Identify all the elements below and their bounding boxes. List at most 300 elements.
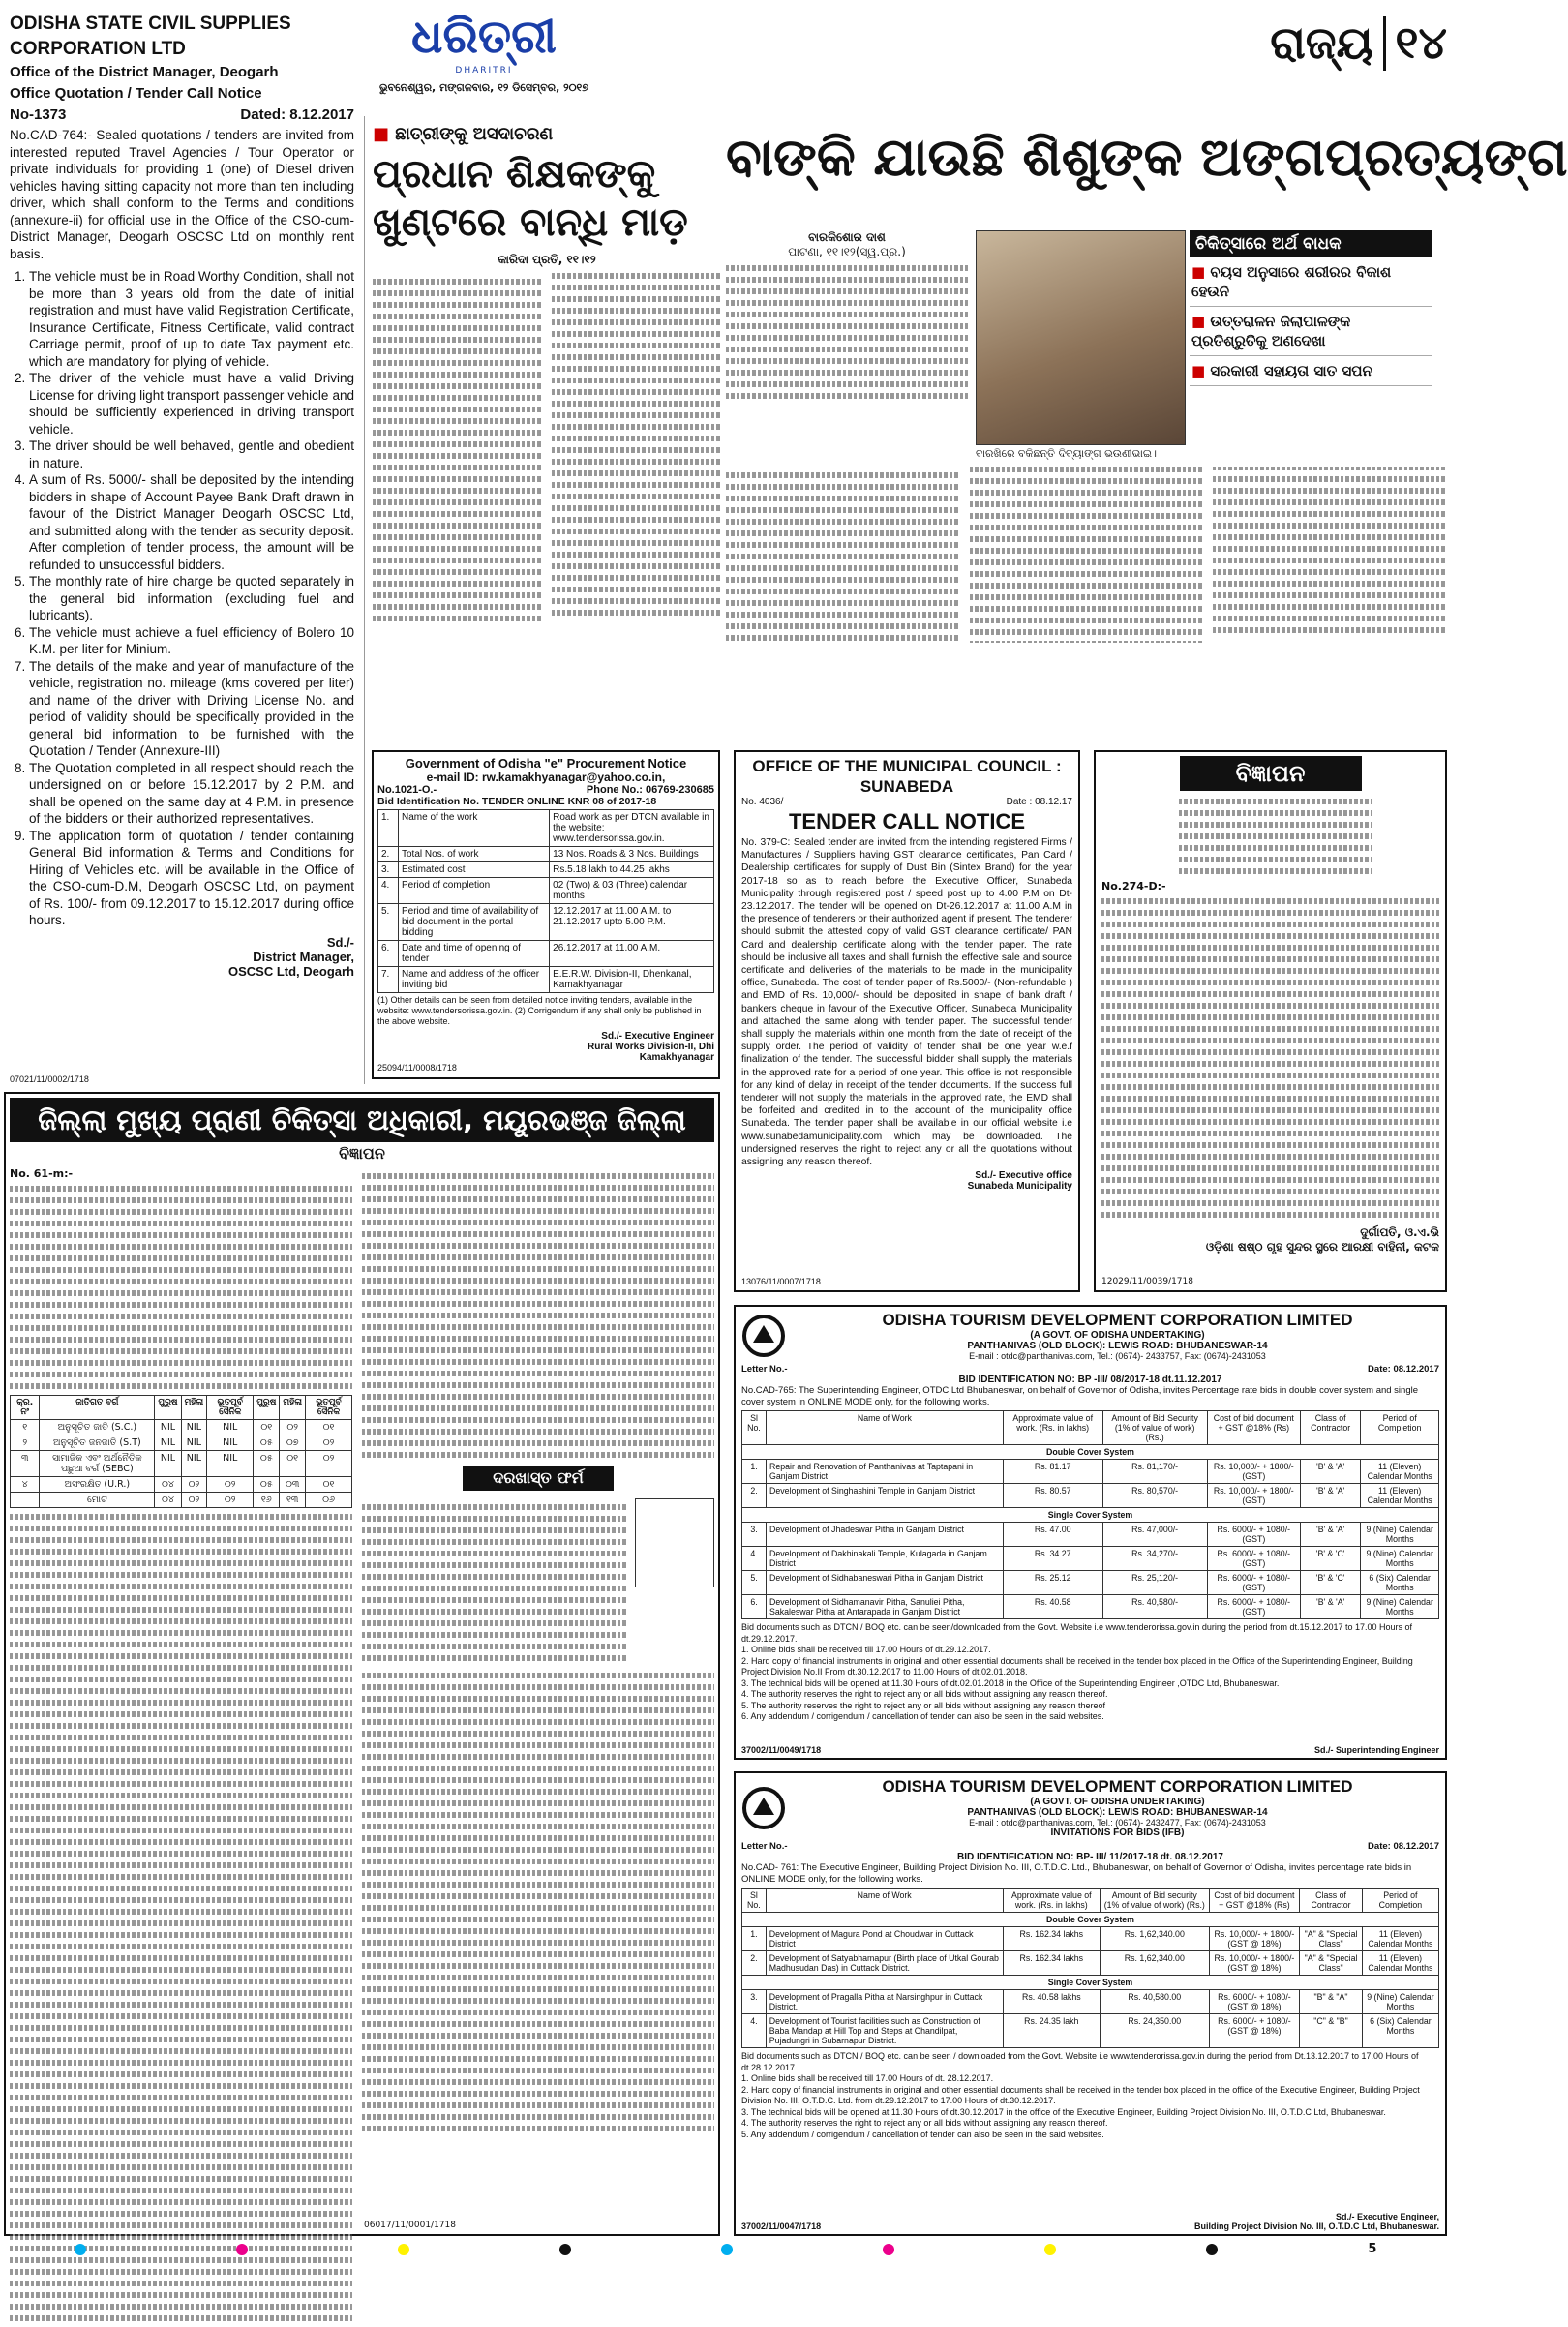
cell-label: Name and address of the officer inviting bid [399, 967, 550, 993]
otdc1-date: Date: 08.12.2017 [1368, 1364, 1439, 1375]
otdc2-intro: No.CAD- 761: The Executive Engineer, Building Project Division No. III, O.T.D.C. Ltd., Bhubaneswar, on behalf of Governor of Odisha, invites percentage rate bids in ONLINE MODE only, for the following works. [741, 1862, 1412, 1885]
otdc1-table [741, 1410, 1439, 1619]
story-byline: କାରିଦା ପ୍ରତି, ୧୧।୧୨ [498, 253, 596, 266]
notice-conditions [10, 268, 354, 929]
table-cell: NIL [181, 1451, 207, 1477]
table-cell: 6. [742, 1595, 767, 1619]
cell-value: Rs.5.18 lakh to 44.25 lakhs [550, 862, 714, 878]
cell-label: Period of completion [399, 878, 550, 904]
table-header-row [742, 1411, 1439, 1445]
table-cell: 3. [742, 1523, 767, 1547]
table-cell: Rs. 40,580/- [1102, 1595, 1207, 1619]
sun-title: TENDER CALL NOTICE [788, 809, 1026, 833]
table-cell: Development of Sidhamanavir Pitha, Sanuliei Pitha, Sakaleswar Pitha at Antarapada in Ganjam District [767, 1595, 1004, 1619]
table-cell: NIL [155, 1420, 181, 1435]
table-row [378, 967, 714, 993]
otdc2-sub: (A GOVT. OF ODISHA UNDERTAKING) [1030, 1797, 1205, 1807]
otdc1-code: 37002/11/0049/1718 [741, 1745, 822, 1755]
table-cell: Rs. 40,580.00 [1101, 1990, 1210, 2014]
story2-byline-name: ବାରକିଶୋର ଦାଶ [808, 230, 886, 244]
section-name: ରାଜ୍ୟ [1270, 16, 1373, 69]
table-row [11, 1420, 352, 1435]
table-cell: ଅସଂରକ୍ଷିତ (U.R.) [40, 1477, 155, 1493]
cell-no: 5. [378, 904, 399, 941]
table-cell: 9 (Nine) Calendar Months [1362, 1990, 1438, 2014]
table-cell: 5. [742, 1571, 767, 1595]
note-item: 5. The authority reserves the right to reject any or all bids without assigning any reason thereof [741, 1700, 1106, 1710]
notice-date: Dated: 8.12.2017 [240, 106, 354, 123]
sunabeda-notice [734, 750, 1080, 1292]
table-cell: NIL [181, 1420, 207, 1435]
table-cell: 2. [742, 1484, 767, 1508]
table-row [11, 1493, 352, 1508]
table-cell: ୨ [11, 1435, 40, 1451]
notice-intro: No.CAD-764:- Sealed quotations / tenders are invited from interested reputed Travel Agencies / Tour Operator or private individuals for providing 1 (one) of Diesel driven vehicles having sitting capacity not more than ten including driver, which shall conform to the Terms and conditions (annexure-ii) for official use in the Office of the CSO-cum-District Manager, Deogarh OSCSC Ltd on monthly rent basis. [10, 128, 354, 261]
table-cell: ୪ [11, 1477, 40, 1493]
notice-code: 07021/11/0002/1718 [10, 1074, 89, 1084]
table-cell: ୩ [11, 1451, 40, 1477]
table-cell: Rs. 10,000/- + 1800/- (GST @ 18%) [1209, 1927, 1300, 1951]
table-cell [11, 1493, 40, 1508]
table-cell: ୧୬ [254, 1493, 280, 1508]
newspaper-logo: ଧରିତ୍ରୀ [411, 10, 557, 64]
table-row [378, 847, 714, 862]
footer-page-number: 5 [1368, 2242, 1377, 2256]
table-cell: 6 (Six) Calendar Months [1362, 2014, 1438, 2048]
table-cell: ୦୫ [254, 1477, 280, 1493]
table-cell: 'B' & 'A' [1300, 1595, 1360, 1619]
story-headmaster [373, 124, 721, 743]
cell-no: 2. [378, 847, 399, 862]
mb-form-title: ଦରଖାସ୍ତ ଫର୍ମ [463, 1466, 614, 1491]
section-row [742, 1445, 1439, 1460]
table-cell: ୦୨ [207, 1493, 254, 1508]
proc-table [377, 809, 714, 993]
table-cell: 9 (Nine) Calendar Months [1361, 1523, 1439, 1547]
condition-item: 9. The application form of quotation / tender containing General Bid information & Terms and Conditions for Hiring of Vehicles etc. will be available in the Office of the CSO-cum-D.M, Deogarh OSCSC Ltd, on payment of Rs. 100/- from 09.12.2017 to 15.12.2017 during office hours. [29, 828, 354, 929]
table-header-row [742, 1889, 1439, 1913]
sidebar-point-text: ବୟସ ଅନୁସାରେ ଶରୀରର ବିକାଶ ହେଉନି [1191, 263, 1392, 300]
dateline: ଭୁବନେଶ୍ୱର, ମଙ୍ଗଳବାର, ୧୨ ଡିସେମ୍ବର, ୨୦୧୭ [378, 81, 589, 94]
table-row [742, 1484, 1439, 1508]
masthead [368, 8, 600, 114]
table-cell: 'B' & 'A' [1300, 1484, 1360, 1508]
note-item: 2. Hard copy of financial instruments in original and other essential documents shall be received in the tender box placed in the Office of the Superintending Engineer, Building Project Division No.II From dt.30.12.2017 to 11.00 Hours of dt.02.01.2018. [741, 1655, 1413, 1677]
header-cell: Cost of bid document + GST @18% (Rs) [1207, 1411, 1300, 1445]
table-cell: Rs. 1,62,340.00 [1101, 1927, 1210, 1951]
cell-value: 02 (Two) & 03 (Three) calendar months [550, 878, 714, 904]
table-cell: Rs. 25.12 [1003, 1571, 1102, 1595]
sidebar-point-text: ଉତ୍ତରାଳନ ଜିଲାପାଳଙ୍କ ପ୍ରତିଶ୍ରୁତିକୁ ଅଣଦେଖା [1191, 313, 1351, 349]
table-cell: ଅନୁସୂଚିତ ଜନଜାତି (S.T) [40, 1435, 155, 1451]
table-row [742, 1951, 1439, 1976]
otdc2-invite: INVITATIONS FOR BIDS (IFB) [1050, 1828, 1185, 1838]
table-cell: Rs. 81.17 [1003, 1460, 1102, 1484]
page-number: ୧୪ [1383, 16, 1447, 71]
section-label: Single Cover System [742, 1508, 1439, 1523]
sun-office: OFFICE OF THE MUNICIPAL COUNCIL : SUNABEDA [752, 757, 1062, 796]
table-row [742, 1460, 1439, 1484]
newspaper-logo-english: DHARITRI [455, 66, 513, 76]
cell-value: Road work as per DTCN available in the website: www.tendersorissa.gov.in. [550, 810, 714, 847]
otdc1-intro: No.CAD-765: The Superintending Engineer, OTDC Ltd Bhubaneswar, on behalf of Governor of Odisha, invites Percentage rate bids in double cover system and single cover system in ONLINE MODE only, for the following works. [741, 1385, 1419, 1407]
cell-value: E.E.R.W. Division-II, Dhenkanal, Kamakhyanagar [550, 967, 714, 993]
table-cell: Development of Tourist facilities such as Construction of Baba Mandap at Hill Top and Steps at Chandilpat, Pujadungri in Subarnapur District. [766, 2014, 1003, 2048]
header-cell: Period of Completion [1361, 1411, 1439, 1445]
table-cell: 6 (Six) Calendar Months [1361, 1571, 1439, 1595]
header-cell: ଭୂତପୂର୍ବ ସୈନିକ [306, 1396, 352, 1420]
condition-item: 3. The driver should be well behaved, gentle and obedient in nature. [29, 438, 354, 471]
table-cell: ୦୨ [306, 1435, 352, 1451]
table-cell: "B" & "A" [1300, 1990, 1363, 2014]
proc-title: Government of Odisha "e" Procurement Notice [405, 756, 687, 771]
story-children [726, 124, 1568, 743]
otdc1-notes [741, 1622, 1439, 1723]
cell-no: 3. [378, 862, 399, 878]
table-cell: ୦୩ [280, 1477, 306, 1493]
table-cell: Rs. 80.57 [1003, 1484, 1102, 1508]
table-cell: ମୋଟ [40, 1493, 155, 1508]
header-cell: Class of Contractor [1300, 1411, 1360, 1445]
table-cell: Rs. 80,570/- [1102, 1484, 1207, 1508]
table-cell: Rs. 81,170/- [1102, 1460, 1207, 1484]
cell-no: 7. [378, 967, 399, 993]
otdc2-contact: E-mail : otdc@panthanivas.com, Tel.: (0674)- 2432477, Fax: (0674)-2431053 [969, 1818, 1266, 1828]
header-cell: ଭୂତପୂର୍ବ ସୈନିକ [207, 1396, 254, 1420]
table-cell: ୦୫ [254, 1451, 280, 1477]
table-cell: Rs. 40.58 lakhs [1003, 1990, 1100, 2014]
note-item: 4. The authority reserves the right to reject any or all bids without assigning any reason thereof. [741, 1689, 1108, 1699]
table-cell: Rs. 34.27 [1003, 1547, 1102, 1571]
sidebar-point [1190, 307, 1432, 356]
table-cell: 11 (Eleven) Calendar Months [1362, 1927, 1438, 1951]
table-cell: Development of Sidhabaneswari Pitha in Ganjam District [767, 1571, 1004, 1595]
table-row [378, 904, 714, 941]
otdc1-bid-id: BID IDENTIFICATION NO: BP -III/ 08/2017-18 dt.11.12.2017 [958, 1375, 1222, 1385]
table-cell: Rs. 6000/- + 1080/- (GST) [1207, 1523, 1300, 1547]
table-cell: NIL [207, 1451, 254, 1477]
table-row [378, 941, 714, 967]
otdc1-letter: Letter No.- [741, 1364, 788, 1375]
otdc1-sub: (A GOVT. OF ODISHA UNDERTAKING) [1030, 1330, 1205, 1341]
header-cell: Amount of Bid Security (1% of value of work) (Rs.) [1102, 1411, 1207, 1445]
table-cell: 4. [742, 2014, 767, 2048]
sun-sd: Sd./- Executive office [975, 1170, 1072, 1182]
bullet-icon: ■ [1191, 313, 1211, 330]
note-item: 6. Any addendum / corrigendum / cancellation of tender can also be seen in the said websites. [741, 1711, 1104, 1721]
otdc2-notes [741, 2051, 1439, 2140]
table-cell: ୦୨ [306, 1451, 352, 1477]
notice-org: ODISHA STATE CIVIL SUPPLIES CORPORATION LTD [10, 14, 291, 59]
table-cell: NIL [181, 1435, 207, 1451]
note-item: Bid documents such as DTCN / BOQ etc. can be seen / downloaded from the Govt. Website i.e www.tenderorissa.gov.in during the period from Dt.13.12.2017 to 17.00 Hours of dt.28.12.2017. [741, 2051, 1419, 2072]
table-cell: Development of Jhadeswar Pitha in Ganjam District [767, 1523, 1004, 1547]
cell-label: Estimated cost [399, 862, 550, 878]
otdc1-address: PANTHANIVAS (OLD BLOCK): LEWIS ROAD: BHUBANESWAR-14 [967, 1341, 1268, 1351]
story-kicker: ■ ଛାତ୍ରୀଙ୍କୁ ଅସଦାଚରଣ [373, 124, 554, 144]
proc-email: e-mail ID: rw.kamakhyanagar@yahoo.co.in, [426, 771, 666, 784]
bullet-icon: ■ [1191, 362, 1211, 379]
table-cell: ୦୧ [306, 1420, 352, 1435]
note-item: 3. The technical bids will be opened at 11.30 Hours of dt.02.01.2018 in the Office of the Superintending Engineer ,OTDC Ltd, Bhubaneswar. [741, 1677, 1280, 1688]
table-cell: Rs. 10,000/- + 1800/- (GST) [1207, 1484, 1300, 1508]
table-row [742, 1595, 1439, 1619]
table-cell: ୦୨ [207, 1477, 254, 1493]
cell-label: Name of the work [399, 810, 550, 847]
section-row [742, 1508, 1439, 1523]
table-cell: ୦୨ [181, 1477, 207, 1493]
mb-quota-table [10, 1395, 352, 1508]
header-cell: Amount of Bid security (1% of value of work) (Rs.) [1101, 1889, 1210, 1913]
table-header-row [11, 1396, 352, 1420]
header-cell: Sl No. [742, 1889, 767, 1913]
sidebar-point [1190, 356, 1432, 386]
table-cell: Rs. 162.34 lakhs [1003, 1927, 1100, 1951]
story2-byline-place: ପାଟଣା, ୧୧।୧୨(ସ୍ୱ.ପ୍ର.) [788, 245, 906, 258]
condition-item: 5. The monthly rate of hire charge be quoted separately in the general bid information (excluding fuel and lubricants). [29, 573, 354, 624]
note-item: 2. Hard copy of financial instruments in original and other essential documents shall be received in the tender box placed in the office of the Executive Engineer, Building Project Division No. III, O.T.D.C. Ltd. from dt.29.12.2017 to 17.00 Hours of dt.30.12.2017. [741, 2084, 1420, 2105]
otdc1-sd: Sd./- Superintending Engineer [1313, 1745, 1439, 1755]
otdc-notice-1 [734, 1305, 1447, 1760]
mb-ref: No. 61-m:- [10, 1167, 74, 1180]
notice-sd: Sd./- [326, 934, 354, 950]
table-cell: Development of Dakhinakali Temple, Kulagada in Ganjam District [767, 1547, 1004, 1571]
vig-title: ବିଜ୍ଞାପନ [1180, 756, 1362, 791]
bullet-icon: ■ [1191, 263, 1211, 281]
condition-item: 1. The vehicle must be in Road Worthy Condition, shall not be more than 3 years old from the date of initial registration and must have valid Registration Certificate, Insurance Certificate, Fitness Certificate, valid contract Carriage permit, proof of up to date Tax payment etc. which are mandatory for plying of vehicle. [29, 268, 354, 370]
condition-item: 2. The driver of the vehicle must have a valid Driving License for driving light transport passenger vehicle and should be sufficiently experienced in driving transport vehicle. [29, 370, 354, 438]
table-row [742, 1523, 1439, 1547]
table-cell: ୧୩ [280, 1493, 306, 1508]
table-cell: NIL [207, 1420, 254, 1435]
table-cell: ୦୧ [280, 1451, 306, 1477]
table-cell: Repair and Renovation of Panthanivas at Taptapani in Ganjam District [767, 1460, 1004, 1484]
table-cell: 'B' & 'A' [1300, 1460, 1360, 1484]
table-cell: Rs. 10,000/- + 1800/- (GST) [1207, 1460, 1300, 1484]
otdc2-table [741, 1888, 1439, 2048]
condition-item: 6. The vehicle must achieve a fuel efficiency of Bolero 10 K.M. per liter for Minium. [29, 624, 354, 658]
vig-code: 12029/11/0039/1718 [1101, 1277, 1193, 1286]
story-body-text [373, 273, 721, 624]
table-cell: "A" & "Special Class" [1300, 1927, 1363, 1951]
notice-title: Office Quotation / Tender Call Notice [10, 85, 262, 102]
notice-ref: No-1373 [10, 106, 67, 123]
vig-ref: No.274-D:- [1101, 880, 1166, 892]
proc-signatory2: Kamakhyanagar [639, 1052, 714, 1063]
cell-value: 13 Nos. Roads & 3 Nos. Buildings [550, 847, 714, 862]
mb-code: 06017/11/0001/1718 [364, 2221, 456, 2230]
cell-no: 4. [378, 878, 399, 904]
note-item: 1. Online bids shall be received till 17.00 Hours of dt. 28.12.2017. [741, 2073, 994, 2083]
table-row [742, 1547, 1439, 1571]
note-item: 1. Online bids shall be received till 17.00 Hours of dt.29.12.2017. [741, 1645, 991, 1654]
table-cell: ୦୬ [306, 1493, 352, 1508]
proc-ref: No.1021-O.- [377, 784, 437, 796]
otdc-logo-icon [741, 1786, 786, 1830]
table-row [11, 1451, 352, 1477]
otdc2-bid-id: BID IDENTIFICATION NO: BP- III/ 11/2017-18 dt. 08.12.2017 [957, 1852, 1223, 1862]
header-cell: ଜାତିଗତ ବର୍ଗ [40, 1396, 155, 1420]
table-cell: 'B' & 'A' [1300, 1523, 1360, 1547]
proc-notes: (1) Other details can be seen from detailed notice inviting tenders, available in the website: www.tendersorissa.gov.in. (2) Corrigendum if any shall only be published in the above website. [377, 995, 702, 1026]
cell-no: 6. [378, 941, 399, 967]
table-cell: 11 (Eleven) Calendar Months [1361, 1460, 1439, 1484]
table-cell: ଅନୁସୂଚିତ ଜାତି (S.C.) [40, 1420, 155, 1435]
mayurbhanj-notice [4, 1092, 720, 2236]
vigyapan-notice [1094, 750, 1447, 1292]
section-header [1210, 10, 1447, 77]
vig-signatory: ଦୁର୍ଗାପତି, ଓ.ଏ.ଭି [1360, 1225, 1439, 1239]
story-headline: ପ୍ରଧାନ ଶିକ୍ଷକଙ୍କୁ ଖୁଣ୍ଟରେ ବାନ୍ଧି ମାଡ଼ [373, 152, 688, 245]
sun-date: Date : 08.12.17 [1006, 797, 1072, 807]
proc-phone: Phone No.: 06769-230685 [586, 784, 714, 796]
table-cell: ୧ [11, 1420, 40, 1435]
table-row [11, 1435, 352, 1451]
table-cell: ୦୧ [254, 1420, 280, 1435]
header-cell: କ୍ର. ନଂ [11, 1396, 40, 1420]
table-cell: "C" & "B" [1300, 2014, 1363, 2048]
table-cell: 1. [742, 1927, 767, 1951]
table-cell: Rs. 24.35 lakh [1003, 2014, 1100, 2048]
cell-label: Total Nos. of work [399, 847, 550, 862]
header-cell: Period of Completion [1362, 1889, 1438, 1913]
table-cell: ୦୨ [181, 1493, 207, 1508]
table-row [378, 862, 714, 878]
table-cell: 9 (Nine) Calendar Months [1361, 1547, 1439, 1571]
otdc2-sd: Sd./- Executive Engineer, [1335, 2212, 1439, 2221]
notice-signatory-org: OSCSC Ltd, Deogarh [227, 963, 354, 979]
otdc1-contact: E-mail : otdc@panthanivas.com, Tel.: (0674)- 2433757, Fax: (0674)-2431053 [969, 1351, 1266, 1361]
table-cell: Development of Magura Pond at Choudwar in Cuttack District [766, 1927, 1003, 1951]
table-cell: ୦୪ [155, 1493, 181, 1508]
header-cell: ମହିଳା [181, 1396, 207, 1420]
table-row [742, 1571, 1439, 1595]
header-cell: ପୁରୁଷ [254, 1396, 280, 1420]
sidebar-title: ଚିକିତ୍ସାରେ ଅର୍ଥ ବାଧକ [1190, 230, 1432, 257]
proc-signatory: Rural Works Division-II, Dhi [588, 1042, 714, 1052]
sun-body: No. 379-C: Sealed tender are invited from the intending registered Firms / Manufactures / Suppliers having GST clearance certificates, Pan Card / Dealership certificates for supply of Dust Bin (Sintex Brand) for the year 2017-18 so as to reach before the Executive Officer, Sunabeda Municipality through registered post / speed post up to 4.00 P.M on Dt-23.12.2017. The tender will be opened on Dt-26.12.2017 at 11.00 A.M in the presence of tenderers or their authorized agent if present. The tenderer should submit the attested copy of valid GST clearance certificate/ PAN Card and dealership certificate along with the tender paper. The rate should be inclusive all taxes and shall furnish the effective sale and source certificate and deliveries of the materials to be made in the municipality office, Sunabeda. The cost of tender paper of Rs.5000/- (Non-refundable ) and EMD of Rs. 10,000/- should be deposited in shape of bank draft / bankers cheque in favour of the Executive Officer, Sunabeda Municipality and attached the same along with tender paper. The successful tender shall supply the materials within one month from the date of receipt of the supply order. The period of validity of tender shall be one year w.e.f finalization of the tender. The successful bidder shall supply the materials in the approved rate for a period of one year. This office is not responsible for any kind of delay in receipt of the tender documents. If the success full tenderer will not supply the materials in the approved rate, the EMD shall be forfeited and credited in to the account of the municipality office Sunabeda. The tender paper shall be available in our official website i.e www.sunabedamunicipality.com which may be downloaded. The undersigned reserves the right to reject any or all the quotations without assigning any reason thereof. [741, 837, 1072, 1168]
table-cell: 9 (Nine) Calendar Months [1361, 1595, 1439, 1619]
vig-signatory2: ଓଡ଼ିଶା ଷଷ୍ଠ ଗୃହ ସୁନ୍ଦର ସ୍ଥରେ ଆରକ୍ଷୀ ବାହିନୀ, କଟକ [1205, 1240, 1439, 1254]
table-cell: 3. [742, 1990, 767, 2014]
otdc2-letter: Letter No.- [741, 1841, 788, 1852]
note-item: 5. Any addendum / corrigendum / cancellation of tender can also be seen in the said websites. [741, 2129, 1104, 2139]
photo-box [635, 1498, 714, 1587]
table-cell: Rs. 10,000/- + 1800/- (GST @ 18%) [1209, 1951, 1300, 1976]
section-label: Double Cover System [742, 1913, 1439, 1927]
otdc2-date: Date: 08.12.2017 [1368, 1841, 1439, 1852]
table-cell: 2. [742, 1951, 767, 1976]
table-row [378, 878, 714, 904]
table-cell: "A" & "Special Class" [1300, 1951, 1363, 1976]
table-cell: Rs. 6000/- + 1080/- (GST) [1207, 1571, 1300, 1595]
table-cell: ୦୪ [155, 1477, 181, 1493]
section-row [742, 1976, 1439, 1990]
table-cell: Rs. 47.00 [1003, 1523, 1102, 1547]
header-cell: Name of Work [766, 1889, 1003, 1913]
table-cell: Rs. 34,270/- [1102, 1547, 1207, 1571]
proc-sd: Sd./- Executive Engineer [601, 1031, 714, 1042]
cell-no: 1. [378, 810, 399, 847]
table-cell: ୦୨ [280, 1420, 306, 1435]
table-cell: Rs. 6000/- + 1080/- (GST) [1207, 1595, 1300, 1619]
story2-headline: ବାଙ୍କି ଯାଉଛି ଶିଶୁଙ୍କ ଅଙ୍ଗପ୍ରତ୍ୟଙ୍ଗ [726, 127, 1568, 188]
table-cell: Rs. 162.34 lakhs [1003, 1951, 1100, 1976]
table-cell: Development of Satyabhamapur (Birth place of Utkal Gourab Madhusudan Das) in Cuttack District. [766, 1951, 1003, 1976]
section-label: Double Cover System [742, 1445, 1439, 1460]
table-cell: Rs. 6000/- + 1080/- (GST) [1207, 1547, 1300, 1571]
sidebar-point [1190, 257, 1432, 307]
sun-code: 13076/11/0007/1718 [741, 1277, 821, 1286]
table-cell: Rs. 6000/- + 1080/- (GST @ 18%) [1209, 2014, 1300, 2048]
header-cell: Name of Work [767, 1411, 1004, 1445]
sun-ref: No. 4036/ [741, 797, 784, 807]
table-cell: NIL [155, 1451, 181, 1477]
table-cell: Development of Pragalla Pitha at Narsinghpur in Cuttack District. [766, 1990, 1003, 2014]
section-row [742, 1913, 1439, 1927]
mb-subtitle: ବିଜ୍ଞାପନ [339, 1146, 385, 1163]
notice-office: Office of the District Manager, Deogarh [10, 64, 279, 80]
table-cell: NIL [155, 1435, 181, 1451]
note-item: Bid documents such as DTCN / BOQ etc. can be seen/downloaded from the Govt. Website i.e www.tenderorissa.gov.in during the period from dt.15.12.2017 to 17.00 Hours of dt.29.12.2017. [741, 1622, 1413, 1644]
proc-bid-id: Bid Identification No. TENDER ONLINE KNR 08 of 2017-18 [377, 796, 657, 807]
table-cell: Rs. 25,120/- [1102, 1571, 1207, 1595]
table-row [378, 810, 714, 847]
table-cell: 11 (Eleven) Calendar Months [1362, 1951, 1438, 1976]
cell-value: 12.12.2017 at 11.00 A.M. to 21.12.2017 upto 5.00 P.M. [550, 904, 714, 941]
header-cell: ପୁରୁଷ [155, 1396, 181, 1420]
table-cell: ୦୧ [306, 1477, 352, 1493]
civil-supplies-notice [4, 10, 360, 1089]
table-cell: Rs. 47,000/- [1102, 1523, 1207, 1547]
header-cell: ମହିଳା [280, 1396, 306, 1420]
print-registration-marks [0, 2238, 1452, 2260]
cell-label: Date and time of opening of tender [399, 941, 550, 967]
condition-item: 8. The Quotation completed in all respect should reach the undersigned on or before 15.12.2017 by 2 P.M. and shall be opened on the same day at 4 P.M. in presence of the bidders or their authorized representatives. [29, 760, 354, 828]
note-item: 3. The technical bids will be opened at 11.30 Hours of dt.30.12.2017 in the office of the Executive Engineer, Building Project Division No. III, O.T.D.C Ltd, Bhubaneswar. [741, 2106, 1386, 2117]
condition-item: 7. The details of the make and year of manufacture of the vehicle, registration no. mileage (kms covered per liter) and name of the driver with Driving License No. and period of validity should be specifically provided in the general bid information to be furnished with the Quotation / Tender (Annexure-III) [29, 658, 354, 760]
table-cell: 11 (Eleven) Calendar Months [1361, 1484, 1439, 1508]
otdc2-address: PANTHANIVAS (OLD BLOCK): LEWIS ROAD: BHUBANESWAR-14 [967, 1807, 1268, 1818]
mb-banner: ଜିଲ୍ଲା ମୁଖ୍ୟ ପ୍ରାଣୀ ଚିକିତ୍ସା ଅଧିକାରୀ, ମୟୂରଭଞ୍ଜ ଜିଲ୍ଲା [10, 1098, 714, 1142]
children-photo [976, 230, 1186, 445]
header-cell: Approximate value of work. (Rs. in lakhs) [1003, 1889, 1100, 1913]
note-item: 4. The authority reserves the right to reject any or all bids without assigning any reason thereof. [741, 2118, 1108, 2128]
otdc2-code: 37002/11/0047/1718 [741, 2221, 822, 2231]
table-cell: ସାମାଜିକ ଏବଂ ଅର୍ଥନୈତିକ ପଛୁଆ ବର୍ଗ (SEBC) [40, 1451, 155, 1477]
cell-label: Period and time of availability of bid document in the portal bidding [399, 904, 550, 941]
table-cell: 4. [742, 1547, 767, 1571]
table-cell: ୦୭ [280, 1435, 306, 1451]
table-cell: Rs. 40.58 [1003, 1595, 1102, 1619]
table-cell: Rs. 6000/- + 1080/- (GST @ 18%) [1209, 1990, 1300, 2014]
proc-code: 25094/11/0008/1718 [377, 1063, 457, 1073]
otdc-notice-2 [734, 1771, 1447, 2236]
otdc2-title: ODISHA TOURISM DEVELOPMENT CORPORATION LIMITED [882, 1777, 1353, 1796]
procurement-notice [372, 750, 720, 1079]
header-cell: Cost of bid document + GST @18% (Rs) [1209, 1889, 1300, 1913]
table-cell: Development of Singhashini Temple in Ganjam District [767, 1484, 1004, 1508]
otdc1-title: ODISHA TOURISM DEVELOPMENT CORPORATION LIMITED [882, 1311, 1353, 1329]
table-row [742, 2014, 1439, 2048]
sun-signatory: Sunabeda Municipality [967, 1181, 1072, 1193]
table-cell: Rs. 24,350.00 [1101, 2014, 1210, 2048]
header-cell: Sl No. [742, 1411, 767, 1445]
notice-signatory: District Manager, [253, 949, 354, 964]
table-cell: NIL [207, 1435, 254, 1451]
table-cell: 'B' & 'C' [1300, 1547, 1360, 1571]
header-cell: Approximate value of work. (Rs. in lakhs) [1003, 1411, 1102, 1445]
